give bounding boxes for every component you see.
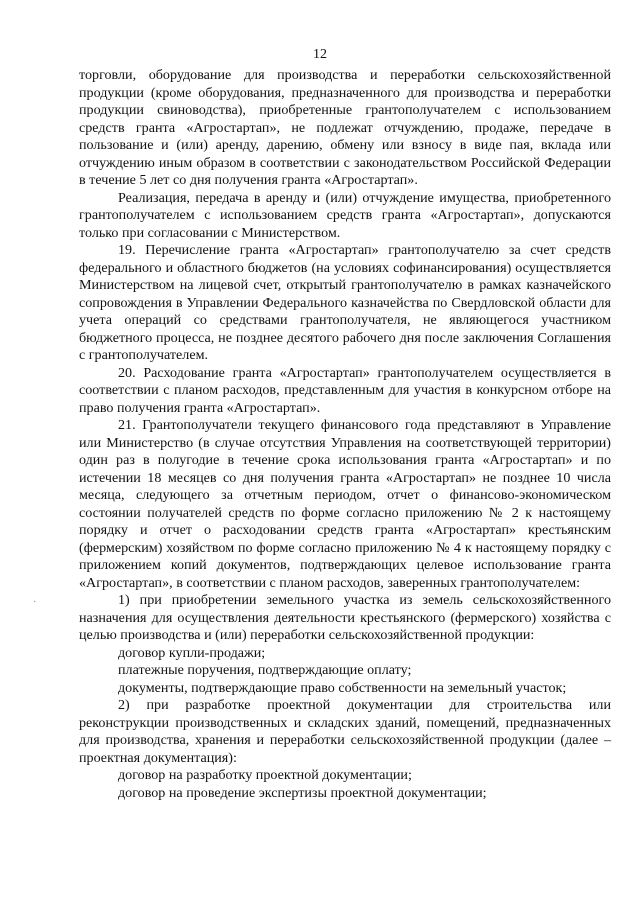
document-list-item: договор купли-продажи;	[118, 644, 266, 661]
paragraph: Реализация, передача в аренду и (или) отчуждение имущества, приобретенного грантополучателем с использованием средств гранта «Агростартап», допускаются только при согласовании с Министерством.	[79, 189, 611, 241]
paragraph-clause-20: 20. Расходование гранта «Агростартап» грантополучателем осуществляется в соответствии с планом расходов, представленным для участия в конкурсном отборе на право получения гранта «Агростартап».	[79, 364, 611, 416]
scan-speck: ·	[33, 597, 37, 608]
list-item-2: 2) при разработке проектной документации для строительства или реконструкции производственных и складских зданий, помещений, предназначенных для производства, хранения и переработки сельскохозяйственной продукции (далее – проектная документация):	[79, 697, 611, 766]
document-list-item: платежные поручения, подтверждающие оплату;	[118, 662, 412, 678]
document-list-item: договор на проведение экспертизы проектной документации;	[118, 784, 487, 801]
list-item-1: 1) при приобретении земельного участка из земель сельскохозяйственного назначения для осуществления деятельности крестьянского (фермерского) хозяйства с целью производства и (или) переработки сельскохозяйственной продукции:	[79, 592, 611, 643]
document-list-item: договор на разработку проектной документации;	[118, 767, 412, 783]
paragraph-clause-19: 19. Перечисление гранта «Агростартап» грантополучателю за счет средств федерального и областного бюджетов (на условиях софинансирования) осуществляется Министерством на лицевой счет, открытый грантополучателю в рамках казначейского сопровождения в Управлении Федерального казначейства по Свердловской области для учета операций со средствами грантополучателя, не являющегося участником бюджетного процесса, не позднее десятого рабочего дня после заключения Соглашения с грантополучателем.	[79, 242, 611, 363]
paragraph: торговли, оборудование для производства и переработки сельскохозяйственной продукции (кроме оборудования, предназначенного для производства и переработки продукции свиноводства), приобретенные грантополучателем с использованием средств гранта «Агростартап», не подлежат отчуждению, продаже, передаче в пользование и (или) аренду, дарению, обмену или взносу в виде пая, вклада или отчуждению иным образом в соответствии с законодательством Российской Федерации в течение 5 лет со дня получения гранта «Агростартап».	[79, 67, 611, 188]
document-list-item: документы, подтверждающие право собственности на земельный участок;	[118, 679, 567, 696]
paragraph-clause-21: 21. Грантополучатели текущего финансового года представляют в Управление или Министерство (в случае отсутствия Управления на соответствующей территории) один раз в полугодие в течение срока использования гранта «Агростартап» и по истечении 18 месяцев со дня получения гранта «Агростартап» не позднее 10 числа месяца, следующего за отчетным периодом, отчет о финансово-экономическом состоянии получателей средств по форме согласно приложению № 2 к настоящему порядку и отчет о расходовании средств гранта «Агростартап» крестьянским (фермерским) хозяйством по форме согласно приложению № 4 к настоящему порядку с приложением копий документов, подтверждающих целевое использование гранта «Агростартап», в соответствии с планом расходов, заверенных грантополучателем:	[79, 417, 611, 591]
page-number: 12	[313, 47, 327, 62]
document-body	[79, 67, 611, 802]
